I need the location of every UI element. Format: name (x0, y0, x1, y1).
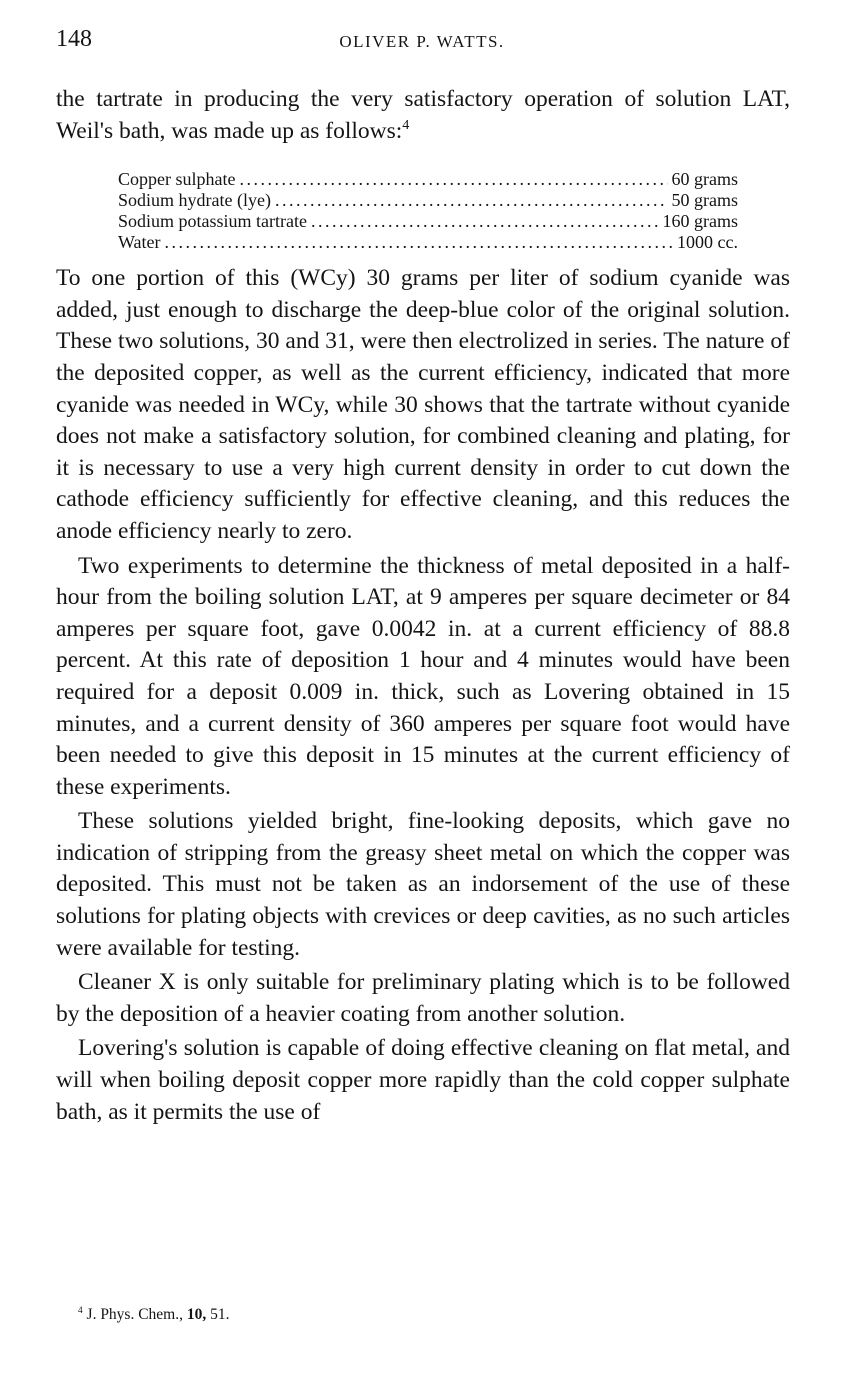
page-number: 148 (56, 26, 92, 52)
recipe-row (118, 232, 738, 253)
paragraph-intro-text: the tartrate in producing the very satisfactory operation of solution LAT, Weil's bath, was made up as follows: (56, 86, 790, 144)
paragraph-2: Two experiments to determine the thickness of metal deposited in a half-hour from the boiling solution LAT, at 9 amperes per square decimeter or 84 amperes per square foot, gave 0.0042 in. at a current efficiency of 88.8 percent. At this rate of deposition 1 hour and 4 minutes would have been required for a deposit 0.009 in. thick, such as Lovering obtained in 15 minutes, and a current density of 360 amperes per square foot would have been needed to give this deposit in 15 minutes at the current efficiency of these experiments. (56, 552, 790, 800)
paragraph-3: These solutions yielded bright, fine-looking deposits, which gave no indication of stripping from the greasy sheet metal on which the copper was deposited. This must not be taken as an indorsement of the use of these solutions for plating objects with crevices or deep cavities, as no such articles were available for testing. (56, 808, 790, 961)
dot-leader (235, 169, 667, 190)
ingredient-quantity: 160 grams (662, 211, 738, 232)
recipe-row (118, 211, 738, 232)
footnote (78, 1306, 230, 1324)
page-header (56, 26, 788, 60)
recipe-table (118, 169, 738, 253)
ingredient-name: Copper sulphate (118, 169, 236, 190)
ingredient-quantity: 1000 cc. (677, 232, 738, 253)
paragraph-intro (56, 84, 790, 147)
paragraph-5: Lovering's solution is capable of doing effective cleaning on flat metal, and will when boiling deposit copper more rapidly than the cold copper sulphate bath, as it permits the use of (56, 1035, 790, 1125)
recipe-row (118, 190, 738, 211)
dot-leader (307, 211, 659, 232)
dot-leader (271, 190, 668, 211)
footnote-source: J. Phys. Chem., (86, 1306, 183, 1323)
footnote-page: 51. (210, 1306, 230, 1323)
paragraph-4: Cleaner X is only suitable for preliminary plating which is to be followed by the deposition of a heavier coating from another solution. (56, 969, 790, 1027)
footnote-mark: 4 (78, 1305, 83, 1316)
ingredient-quantity: 60 grams (671, 169, 738, 190)
ingredient-quantity: 50 grams (671, 190, 738, 211)
paragraph-1: To one portion of this (WCy) 30 grams per liter of sodium cyanide was added, just enough to discharge the deep-blue color of the original solution. These two solutions, 30 and 31, were then electrolized in series. The nature of the deposited copper, as well as the current efficiency, indicated that more cyanide was needed in WCy, while 30 shows that the tartrate without cyanide does not make a satisfactory solution, for combined cleaning and plating, for it is necessary to use a very high current density in order to cut down the cathode efficiency sufficiently for effective cleaning, and this reduces the anode efficiency nearly to zero. (56, 265, 790, 544)
body-text (56, 84, 790, 1131)
recipe-row (118, 169, 738, 190)
running-head: OLIVER P. WATTS. (339, 32, 505, 51)
dot-leader (161, 232, 673, 253)
ingredient-name: Sodium potassium tartrate (118, 211, 307, 232)
footnote-volume: 10, (186, 1306, 207, 1323)
ingredient-name: Water (118, 232, 161, 253)
footnote-reference: 4 (402, 116, 410, 133)
ingredient-name: Sodium hydrate (lye) (118, 190, 271, 211)
